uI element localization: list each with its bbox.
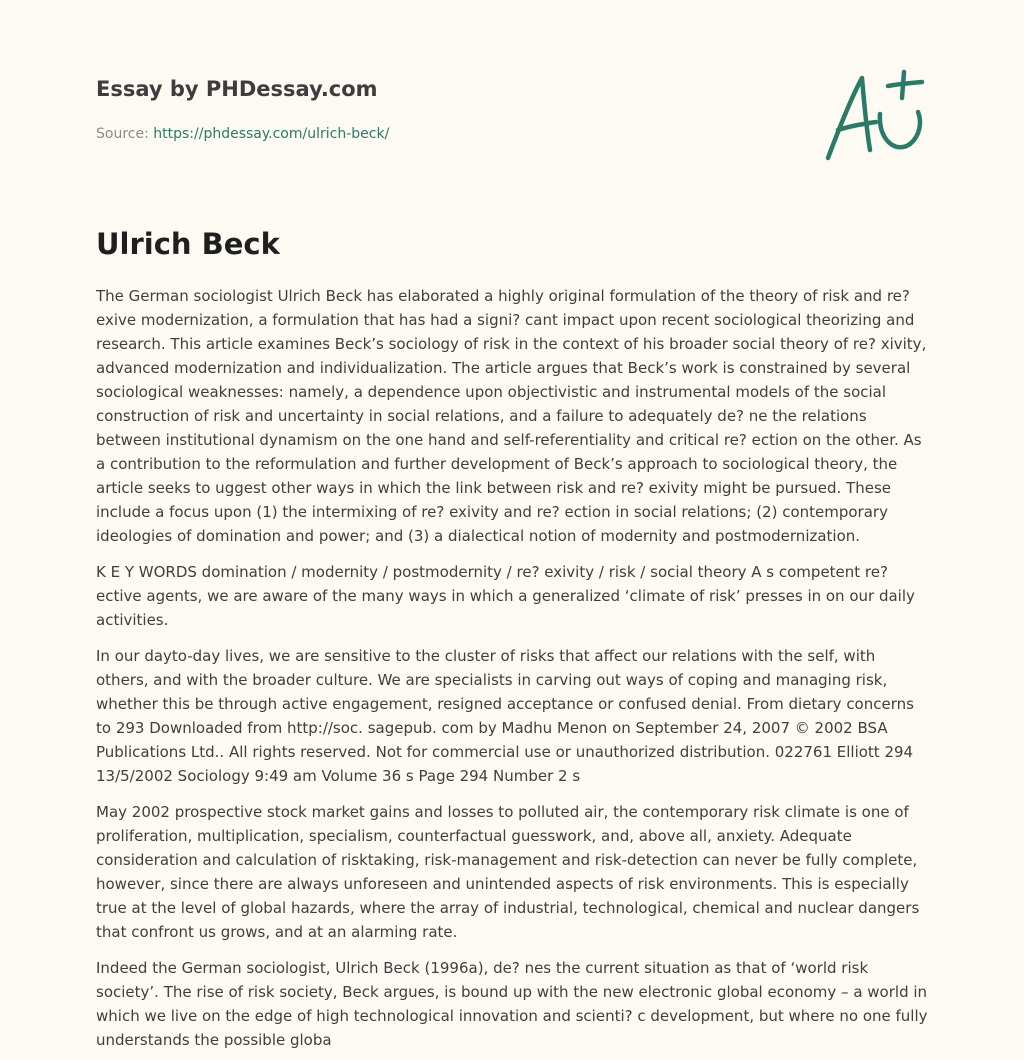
article-body — [96, 284, 928, 1060]
a-plus-logo-icon — [818, 64, 930, 168]
article-paragraph: The German sociologist Ulrich Beck has elaborated a highly original formulation of the theory of risk and re? exive modernization, a formulation that has had a signi? cant impact upon recent sociological theorizing and research. This article examines Beck’s sociology of risk in the context of his broader social theory of re? xivity, advanced modernization and individualization. The article argues that Beck’s work is constrained by several sociological weaknesses: namely, a dependence upon objectivistic and instrumental models of the social construction of risk and uncertainty in social relations, and a failure to adequately de? ne the relations between institutional dynamism on the one hand and self-referentiality and critical re? ection on the other. As a contribution to the reformulation and further development of Beck’s approach to sociological theory, the article seeks to uggest other ways in which the link between risk and re? exivity might be pursued. These include a focus upon (1) the intermixing of re? exivity and re? ection in social relations; (2) contemporary ideologies of domination and power; and (3) a dialectical notion of modernity and postmodernization. — [96, 287, 927, 545]
article-title: Ulrich Beck — [96, 227, 280, 261]
source-line — [96, 124, 796, 144]
article-paragraph: In our dayto-day lives, we are sensitive to the cluster of risks that affect our relations with the self, with others, and with the broader culture. We are specialists in carving out ways of coping and managing risk, whether this be through active engagement, resigned acceptance or confused denial. From dietary concerns to 293 Downloaded from http://soc. sagepub. com by Madhu Menon on September 24, 2007 © 2002 BSA Publications Ltd.. All rights reserved. Not for commercial use or unauthorized distribution. 022761 Elliott 294 13/5/2002 Sociology 9:49 am Volume 36 s Page 294 Number 2 s — [96, 647, 914, 785]
source-label: Source: — [96, 126, 154, 142]
source-link[interactable]: https://phdessay.com/ulrich-beck/ — [153, 126, 390, 142]
essay-header — [96, 74, 796, 144]
article-paragraph: Indeed the German sociologist, Ulrich Beck (1996a), de? nes the current situation as that of ‘world risk society’. The rise of risk society, Beck argues, is bound up with the new electronic global economy – a world in which we live on the edge of high technological innovation and scienti? c development, but where no one fully understands the possible globa — [96, 959, 928, 1049]
site-brand: Essay by PHDessay.com — [96, 77, 378, 101]
article-paragraph: K E Y WORDS domination / modernity / postmodernity / re? exivity / risk / social theory A s competent re? ective agents, we are aware of the many ways in which a generalized ‘climate of risk’ presses in on our daily activities. — [96, 563, 915, 629]
article-paragraph: May 2002 prospective stock market gains and losses to polluted air, the contemporary risk climate is one of proliferation, multiplication, specialism, counterfactual guesswork, and, above all, anxiety. Adequate consideration and calculation of risktaking, risk-management and risk-detection can never be fully complete, however, since there are always unforeseen and unintended aspects of risk environments. This is especially true at the level of global hazards, where the array of industrial, technological, chemical and nuclear dangers that confront us grows, and at an alarming rate. — [96, 803, 920, 941]
